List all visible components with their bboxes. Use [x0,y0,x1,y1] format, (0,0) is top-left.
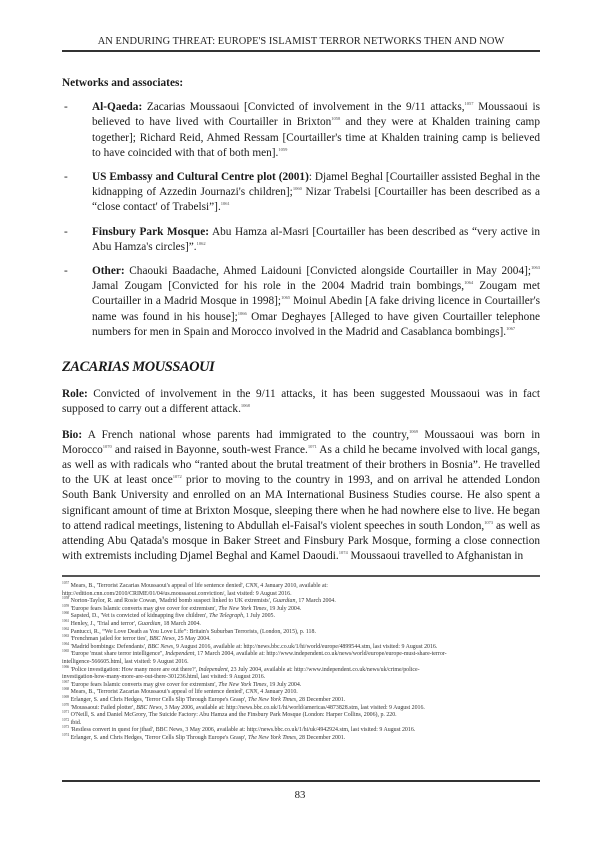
footnote: $^{1057}$ Mears, B., 'Terrorist Zacarias Moussaoui's appeal of life sentence denied', CNN, 4 January 2010, available at: [62,581,328,589]
footnote: $^{1066}$ 'Police investigation: How many more are out there?', Independent, 23 July 2004, available at: http://www.independent.co.uk/news/uk/crime/police- [62,664,420,673]
footnote-number: 1073 [62,725,70,730]
footnote-number: 1074 [62,732,70,737]
footnote-ref[interactable]: 1058 [331,116,341,122]
footnote: $^{1069}$ Erlanger, S. and Chris Hedges, 'Terror Cells Slip Through Europe's Grasp', The New York Times, 28 December 2001. [62,694,346,703]
profile-name-heading: ZACARIAS MOUSSAOUI [62,359,215,376]
footnote-source: The New York Times [248,734,297,741]
footnote: $^{1058}$ Norton-Taylor, R. and Rosie Cowan, 'Madrid bomb suspect linked to UK extremists', Guardian, 17 March 2004. [62,596,336,605]
footnote: $^{1059}$ 'Europe fears Islamic converts may give cover for extremism', The New York Times, 19 July 2004. [62,603,302,612]
page-number: 83 [294,789,306,801]
footnote-number: 1063 [62,634,70,639]
associate-item-us-embassy-plot: - US Embassy and Cultural Centre plot (2001): Djamel Beghal [Courtailler assisted Beghal in the kidnapping of Azzedin Journazi's children];$^{1060}$ Nizar Trabelsi [Courtailler has been described as a “close contact' of Trabelsi”].$^{1061}$ [64,171,540,214]
associate-item-finsbury-park: - Finsbury Park Mosque: Abu Hamza al-Masri [Courtailler has been described as “very active in Abu Hamza's circles]”.$^{1062}$ [64,225,541,253]
header-rule [62,50,540,52]
footnote-ref[interactable]: 1066 [237,310,247,316]
footnote-ref[interactable]: 1064 [464,280,474,286]
footnote: http://edition.cnn.com/2010/CRIME/01/04/us.moussaoui.conviction/, last visited: 9 August 2016. [62,590,292,597]
footnote-number: 1060 [62,611,70,616]
footnote-source: The New York Times [248,696,297,703]
footnote-ref[interactable]: 1074 [338,550,348,556]
footnote-number: 1057 [62,581,70,586]
footer-rule [62,780,540,782]
footnote-ref[interactable]: 1069 [409,428,419,434]
footnote-ref[interactable]: 1073 [484,520,494,526]
list-dash: - [64,225,68,238]
footnote-ref[interactable]: 1065 [281,295,291,301]
footnote-ref[interactable]: 1063 [531,265,540,271]
footnote: $^{1073}$ 'Restless convert in quest for jihad', BBC News, 3 May 2006, available at: http://news.bbc.co.uk/1/hi/uk/4942924.stm, last visited: 9 August 2016. [62,725,416,734]
footnote: $^{1061}$ Henley, J., 'Trial and terror', Guardian, 18 March 2004. [62,619,201,627]
associate-item-al-qaeda: - Al-Qaeda: Zacarias Moussaoui [Convicted of involvement in the 9/11 attacks,$^{1057}$ Moussaoui is believed to have lived with Courtailler in Brixton$^{1058}$ and they were at Khalden training camp together]; Richard Reid, Ahmed Ressam [Courtailler's time at Khalden training camp is believed to have coincided with that of both men].$^{1059}$ [64,101,540,159]
footnote: $^{1074}$ Erlanger, S. and Chris Hedges, 'Terror Cells Slip Through Europe's Grasp', The New York Times, 28 December 2001. [62,732,346,741]
footnote: $^{1067}$ 'Europe fears Islamic converts may give cover for extremism', The New York Times, 19 July 2004. [62,679,302,688]
footnote-source: Guardian [137,620,161,627]
item-label: Bio: [62,428,83,441]
footnote: intelligence-566605.html, last visited: 9 August 2016. [62,658,189,665]
item-label: Finsbury Park Mosque: [92,225,209,238]
footnote: $^{1068}$ Mears, B., 'Terrorist Zacarias Moussaoui's appeal of life sentence denied', CNN, 4 January 2010. [62,687,298,696]
footnote-source: BBC News [147,643,174,650]
footnote-number: 1066 [62,664,70,669]
associates-list [62,100,540,340]
footnote: investigation-how-many-more-are-out-there-301236.html, last visited: 9 August 2016. [62,674,266,681]
footnote-ref[interactable]: 1070 [102,444,112,450]
footnote-number: 1058 [62,596,70,601]
item-label: Al-Qaeda: [92,101,143,114]
footnote: $^{1064}$ 'Madrid bombings: Defendants', BBC News, 9 August 2016, available at: http://news.bbc.co.uk/1/hi/world/europe/4899544.stm, last visited: 9 August 2016. [62,641,438,650]
footnote-source: Guardian [272,598,296,605]
footnote-number: 1067 [62,679,70,684]
footnotes [62,583,540,742]
footnote-ref[interactable]: 1057 [464,101,474,107]
footnote-rule [62,575,540,577]
footnote-ref[interactable]: 1059 [278,147,288,153]
networks-heading: Networks and associates: [62,77,184,89]
footnote: $^{1072}$ ibid. [62,717,82,726]
footnote-number: 1065 [62,649,70,654]
footnote-number: 1068 [62,687,70,692]
footnote-source: Independent [165,651,195,658]
footnote-number: 1064 [62,641,70,646]
footnote-ref[interactable]: 1061 [220,201,230,207]
footnote-source: BBC News [136,704,162,711]
footnote-number: 1059 [62,603,70,608]
associate-item-other: - Other: Chaouki Baadache, Ahmed Laidouni [Convicted alongside Courtailler in May 2004];$^{1063}$ Jamal Zougam [Convicted for his role in the 2004 Madrid train bombings,$^{1064}$ Zougam met Courtailler in a Madrid Mosque in 1998];$^{1065}$ Moinul Abedin [A fake driving licence in Courtailler's name was found in his house];$^{1066}$ Omar Deghayes [Alleged to have given Courtailler telephone numbers for men in Spain and Morocco involved in the Madrid and Casablanca bombings].$^{1067}$ [64,265,540,338]
footnote-source: The New York Times [218,681,267,688]
footnote-ref[interactable]: 1068 [240,403,250,409]
footnote-number: 1069 [62,694,70,699]
running-header: AN ENDURING THREAT: EUROPE'S ISLAMIST TERROR NETWORKS THEN AND NOW [97,36,505,47]
list-dash: - [64,265,68,278]
footnote-source: The New York Times [218,605,267,612]
footnote-number: 1070 [62,702,70,707]
footnote-number: 1072 [62,717,70,722]
footnote-number: 1061 [62,619,70,623]
item-label: Role: [62,388,88,401]
list-dash: - [64,101,68,114]
footnote: $^{1065}$ 'Europe 'must share terror intelligence'', Independent, 17 March 2004, available at: http://www.independent.co.uk/news/world/europe/europe-must-share-terror- [62,649,447,658]
bio-paragraph: Bio: A French national whose parents had immigrated to the country,$^{1069}$ Moussaoui was born in Morocco$^{1070}$ and raised in Bayonne, south-west France.$^{1071}$ As a child he became involved with local gangs, as well as with radicals who “ranted about the brutal treatment of their brothers in Bosnia”. He travelled to the UK at least once$^{1072}$ prior to moving to the country in 1993, and on arrival he attended London South Bank University and enrolled on an MA International Business Studies course. He also spent a significant amount of time at Brixton Mosque, sleeping there when he had nowhere else to live. He began to attend radical meetings, listening to Abdullah el-Faisal's violent speeches in south London,$^{1073}$ as well as attending Abu Qatada's mosque in Baker Street and Finsbury Park Mosque, forming a close connection with extremists including Djamel Beghal and Kamel Daoudi.$^{1074}$ Moussaoui travelled to Afghanistan in [62,428,540,563]
footnote-source: CNN [245,583,258,589]
item-label: Other: [92,265,125,278]
footnote-source: The Telegraph [209,613,244,620]
list-dash: - [64,171,68,184]
footnote-number: 1071 [62,710,70,715]
footnote-source: CNN [245,689,258,696]
footnote: $^{1062}$ Pantucci, R., “We Love Death as You Love Life”: Britain's Suburban Terrorists, (London, 2015), p. 118. [62,626,316,635]
footnote-ref[interactable]: 1071 [307,444,317,450]
footnote-source: Independent [198,666,228,673]
page-body [62,76,540,574]
footnote-ref[interactable]: 1062 [196,241,206,247]
role-paragraph: Role: Convicted of involvement in the 9/11 attacks, it has been suggested Moussaoui was in fact supposed to carry out a different attack.$^{1068}$ [62,388,540,416]
item-label: US Embassy and Cultural Centre plot (2001) [92,171,309,184]
footnote: $^{1070}$ 'Moussaoui: Failed plotter', BBC News, 3 May 2006, available at: http://news.bbc.co.uk/1/hi/world/americas/4873828.stm, last visited: 9 August 2016. [62,702,425,711]
footnote-ref[interactable]: 1067 [506,326,516,332]
footnote-ref[interactable]: 1060 [292,186,302,192]
footnote: $^{1071}$ O'Neill, S. and Daniel McGrory, The Suicide Factory: Abu Hamza and the Finsbury Park Mosque (London: Harper Collins, 2006), p. 220. [62,710,397,719]
footnote-source: BBC News [149,636,175,643]
footnote-number: 1062 [62,626,70,631]
footnote-ref[interactable]: 1072 [172,474,182,480]
footnote: $^{1063}$ 'Frenchman jailed for terror ties', BBC News, 25 May 2004. [62,634,211,643]
footnote: $^{1060}$ Sapsted, D., 'Vet is convicted of kidnapping five children', The Telegraph, 1 July 2005. [62,611,275,620]
